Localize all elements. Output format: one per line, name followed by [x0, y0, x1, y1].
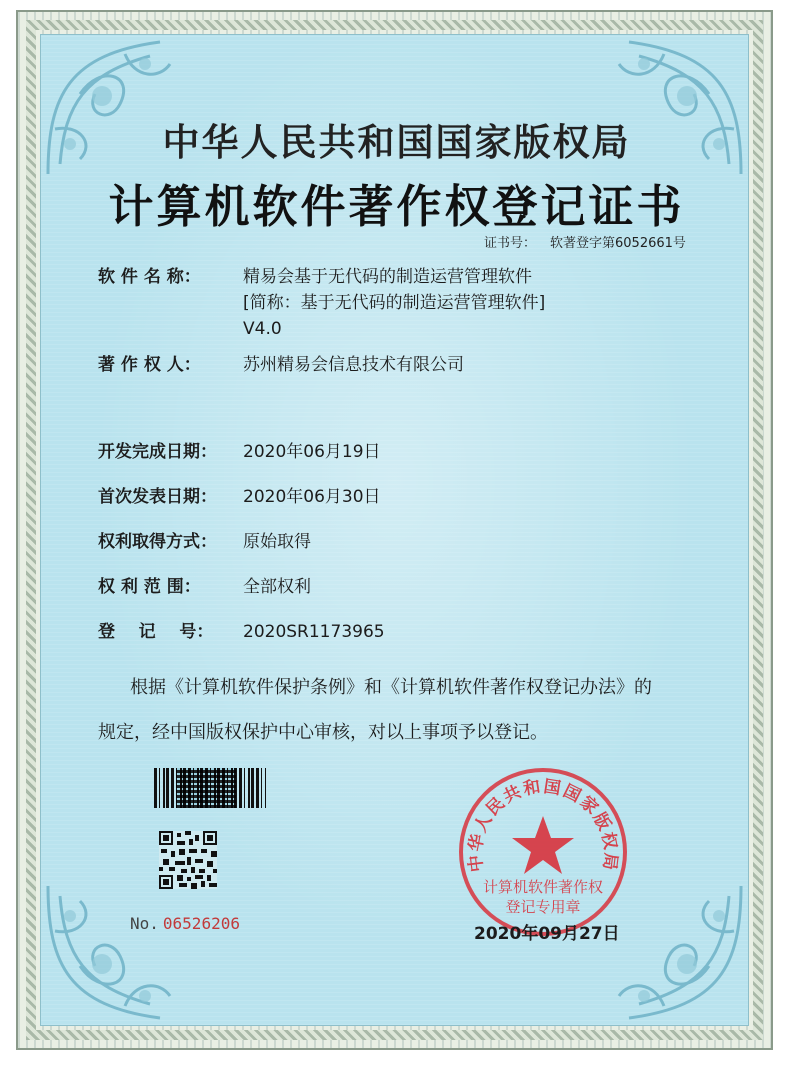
statement-line-1: 根据《计算机软件保护条例》和《计算机软件著作权登记办法》的 — [130, 677, 652, 698]
software-name-label: 软 件 名 称： — [98, 267, 201, 287]
certificate-number-label: 证书号： — [484, 236, 537, 251]
owner-label: 著 作 权 人： — [98, 355, 201, 375]
reg-no-label: 登 记 号： — [98, 622, 214, 642]
barcode-icon — [154, 768, 266, 808]
pub-date-label: 首次发表日期： — [98, 487, 217, 507]
owner-value: 苏州精易会信息技术有限公司 — [243, 355, 464, 375]
barcode-block — [176, 768, 236, 808]
software-name-line: [简称：基于无代码的制造运营管理软件] — [243, 293, 546, 313]
scope-value: 全部权利 — [243, 577, 311, 597]
seal-outer-text: 中华人民共和国国家版权局 — [465, 776, 621, 874]
issue-date: 2020年09月27日 — [474, 924, 620, 944]
statement-line-2: 规定，经中国版权保护中心审核，对以上事项予以登记。 — [98, 722, 548, 743]
pub-date-value: 2020年06月30日 — [243, 487, 381, 507]
qr-code-icon — [159, 831, 217, 889]
dev-date-value: 2020年06月19日 — [243, 442, 381, 462]
reg-no-value: 2020SR1173965 — [243, 622, 385, 642]
star-icon — [512, 816, 574, 874]
acquire-value: 原始取得 — [243, 532, 311, 552]
seal-line-2: 登记专用章 — [505, 898, 581, 916]
certificate-number — [484, 232, 686, 251]
software-name-value — [243, 264, 545, 342]
official-seal — [457, 766, 629, 938]
corner-ornament-icon — [40, 876, 180, 1026]
seal-line-1: 计算机软件著作权 — [482, 878, 604, 896]
dev-date-label: 开发完成日期： — [98, 442, 217, 462]
software-name-line: V4.0 — [243, 319, 282, 339]
serial-value: 06526206 — [162, 914, 240, 933]
software-name-line: 精易会基于无代码的制造运营管理软件 — [243, 267, 532, 287]
certificate-title: 计算机软件著作权登记证书 — [108, 180, 685, 233]
scope-label: 权 利 范 围： — [98, 577, 201, 597]
acquire-label: 权利取得方式： — [98, 532, 217, 552]
serial-label: No. — [130, 914, 159, 933]
certificate-number-value: 软著登字第6052661号 — [550, 236, 686, 251]
issuer-title: 中华人民共和国国家版权局 — [162, 120, 631, 164]
corner-ornament-icon — [609, 876, 749, 1026]
serial-number — [130, 914, 240, 933]
